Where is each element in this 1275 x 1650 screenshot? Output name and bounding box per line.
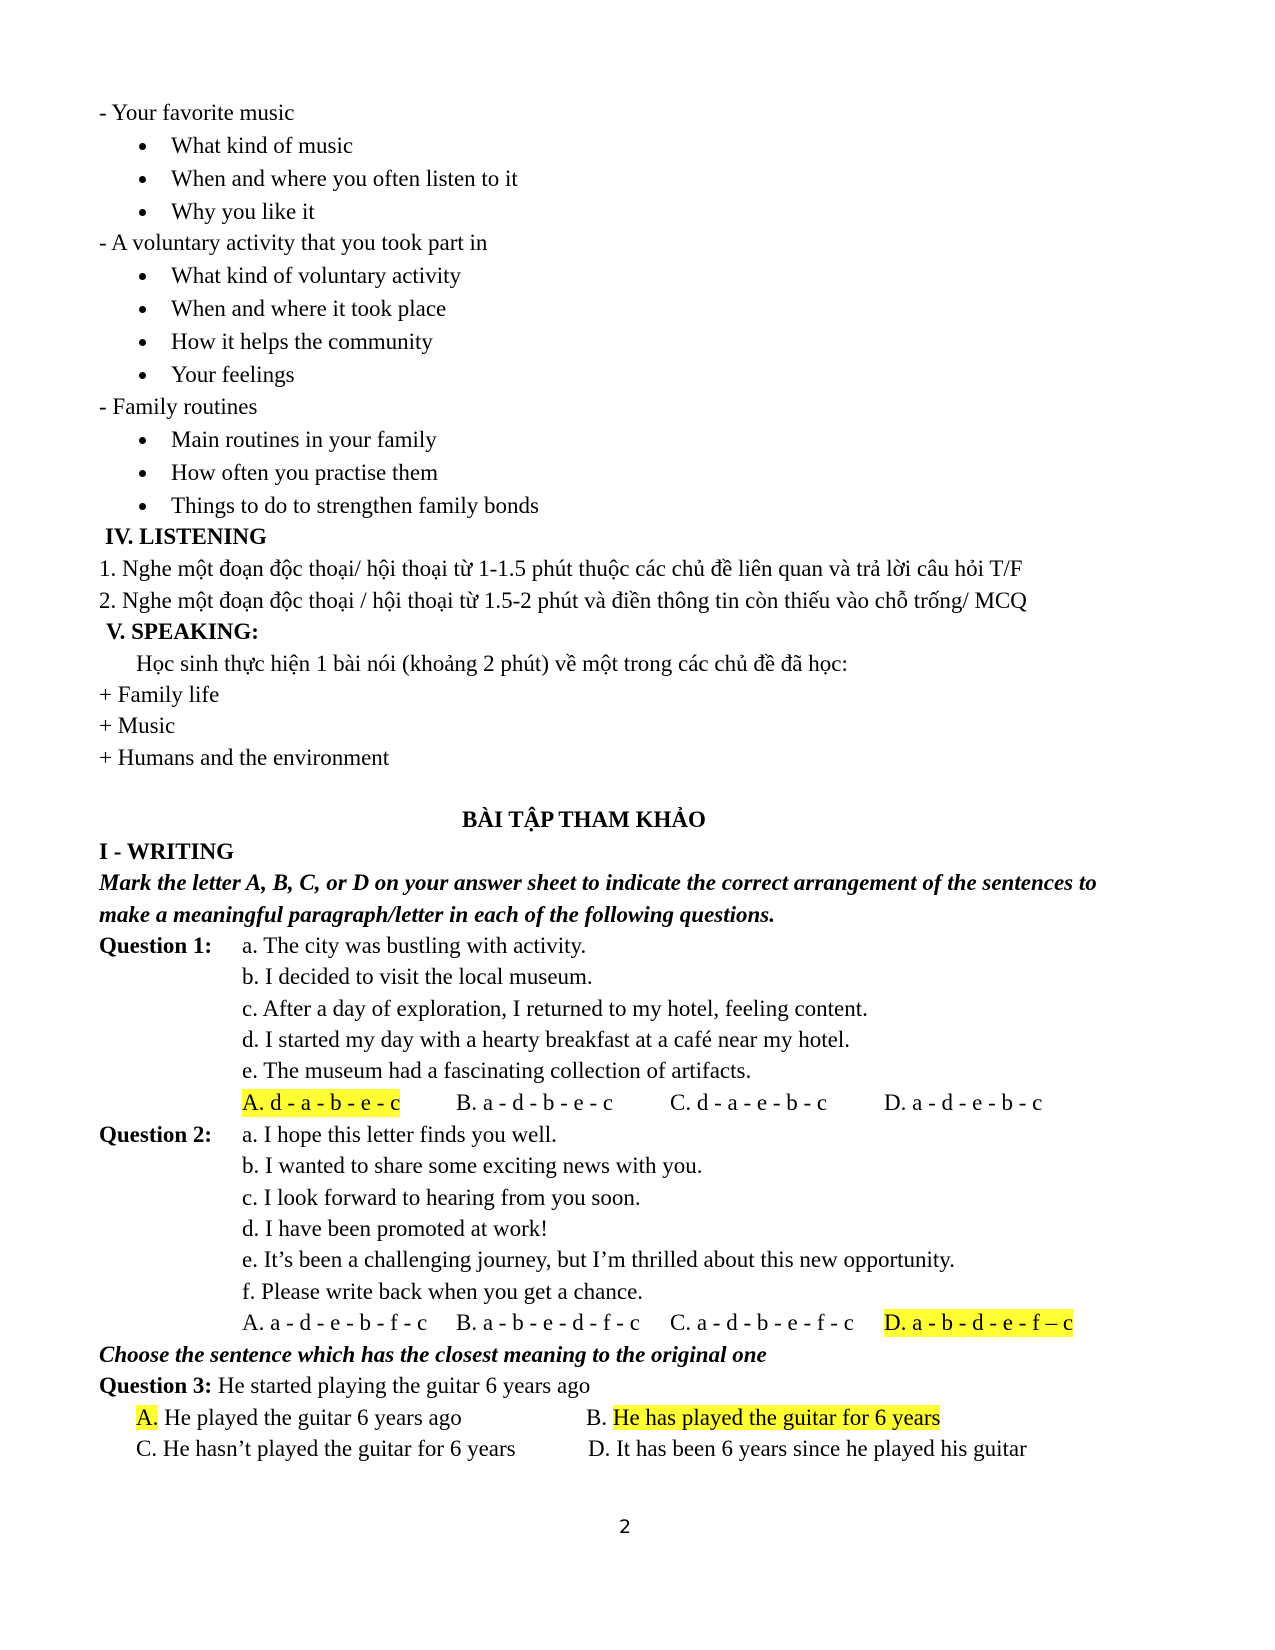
q3-prompt: He started playing the guitar 6 years ago bbox=[212, 1373, 591, 1398]
q2-option-d-highlighted: D. a - b - d - e - f – c bbox=[884, 1310, 1074, 1335]
bullet-item: What kind of voluntary activity bbox=[171, 262, 461, 290]
q1-sentence: a. The city was bustling with activity. bbox=[242, 933, 587, 958]
q2-sentence: a. I hope this letter finds you well. bbox=[242, 1122, 557, 1147]
q2-option-c: C. a - d - b - e - f - c bbox=[670, 1310, 854, 1335]
topic-heading-music: - Your favorite music bbox=[99, 100, 295, 125]
bullet-item: How often you practise them bbox=[171, 459, 438, 487]
bullet-icon bbox=[139, 176, 146, 183]
question-label: Question 1: bbox=[99, 933, 213, 958]
question-label: Question 3: bbox=[99, 1373, 213, 1398]
exercises-title: BÀI TẬP THAM KHẢO bbox=[462, 807, 706, 832]
bullet-icon bbox=[139, 339, 146, 346]
bullet-item: When and where it took place bbox=[171, 295, 446, 323]
writing-instruction: Mark the letter A, B, C, or D on your answer sheet to indicate the correct arrangement of the sentences to bbox=[99, 870, 1097, 895]
speaking-intro: Học sinh thực hiện 1 bài nói (khoảng 2 phút) về một trong các chủ đề đã học: bbox=[136, 651, 848, 676]
q1-sentence: b. I decided to visit the local museum. bbox=[242, 964, 593, 989]
bullet-icon bbox=[139, 143, 146, 150]
bullet-icon bbox=[139, 209, 146, 216]
bullet-item: Your feelings bbox=[171, 361, 295, 389]
q2-sentence: f. Please write back when you get a chance. bbox=[242, 1279, 644, 1304]
writing-heading: I - WRITING bbox=[99, 839, 235, 864]
q2-sentence: b. I wanted to share some exciting news with you. bbox=[242, 1153, 703, 1178]
speaking-topic: + Humans and the environment bbox=[99, 745, 390, 770]
bullet-icon bbox=[139, 470, 146, 477]
q2-option-b: B. a - b - e - d - f - c bbox=[456, 1310, 640, 1335]
bullet-icon bbox=[139, 306, 146, 313]
listening-heading: IV. LISTENING bbox=[105, 524, 267, 549]
speaking-topic: + Family life bbox=[99, 682, 220, 707]
q3-line bbox=[99, 1372, 590, 1400]
listening-line: 1. Nghe một đoạn độc thoại/ hội thoại từ 1-1.5 phút thuộc các chủ đề liên quan và trả lời câu hỏi T/F bbox=[99, 556, 1023, 581]
q1-option-c: C. d - a - e - b - c bbox=[670, 1090, 828, 1115]
meaning-instruction: Choose the sentence which has the closest meaning to the original one bbox=[99, 1342, 767, 1367]
q3-option-c: C. He hasn’t played the guitar for 6 years bbox=[136, 1436, 516, 1461]
q2-sentence: e. It’s been a challenging journey, but I’m thrilled about this new opportunity. bbox=[242, 1247, 956, 1272]
q1-option-d: D. a - d - e - b - c bbox=[884, 1090, 1043, 1115]
q3-option-b-text-highlighted: He has played the guitar for 6 years bbox=[612, 1405, 941, 1430]
bullet-icon bbox=[139, 372, 146, 379]
topic-heading-voluntary: - A voluntary activity that you took part in bbox=[99, 230, 488, 255]
q2-sentence: c. I look forward to hearing from you soon. bbox=[242, 1185, 641, 1210]
q2-option-a: A. a - d - e - b - f - c bbox=[242, 1310, 428, 1335]
q1-sentence: e. The museum had a fascinating collection of artifacts. bbox=[242, 1058, 752, 1083]
q2-sentence: d. I have been promoted at work! bbox=[242, 1216, 548, 1241]
q3-option-b: B. He has played the guitar for 6 years bbox=[586, 1405, 941, 1430]
bullet-item: How it helps the community bbox=[171, 328, 433, 356]
page-number: 2 bbox=[619, 1516, 632, 1538]
q1-sentence: d. I started my day with a hearty breakfast at a café near my hotel. bbox=[242, 1027, 850, 1052]
bullet-item: Why you like it bbox=[171, 198, 315, 226]
q1-option-a-highlighted: A. d - a - b - e - c bbox=[242, 1090, 401, 1115]
bullet-item: Things to do to strengthen family bonds bbox=[171, 492, 539, 520]
q3-option-d: D. It has been 6 years since he played his guitar bbox=[588, 1436, 1027, 1461]
bullet-item: When and where you often listen to it bbox=[171, 165, 518, 193]
bullet-icon bbox=[139, 273, 146, 280]
question-label: Question 2: bbox=[99, 1122, 213, 1147]
q3-option-a-letter-highlighted: A. bbox=[136, 1405, 159, 1430]
speaking-topic: + Music bbox=[99, 713, 176, 738]
bullet-icon bbox=[139, 437, 146, 444]
writing-instruction: make a meaningful paragraph/letter in each of the following questions. bbox=[99, 902, 776, 927]
speaking-heading: V. SPEAKING: bbox=[106, 619, 259, 644]
listening-line: 2. Nghe một đoạn độc thoại / hội thoại từ 1.5-2 phút và điền thông tin còn thiếu vào chỗ trống/ MCQ bbox=[99, 588, 1027, 613]
q3-option-a: A. He played the guitar 6 years ago bbox=[136, 1405, 462, 1430]
topic-heading-family: - Family routines bbox=[99, 394, 258, 419]
bullet-icon bbox=[139, 503, 146, 510]
bullet-item: Main routines in your family bbox=[171, 426, 437, 454]
q1-option-b: B. a - d - b - e - c bbox=[456, 1090, 614, 1115]
bullet-item: What kind of music bbox=[171, 132, 353, 160]
q1-sentence: c. After a day of exploration, I returned to my hotel, feeling content. bbox=[242, 996, 868, 1021]
